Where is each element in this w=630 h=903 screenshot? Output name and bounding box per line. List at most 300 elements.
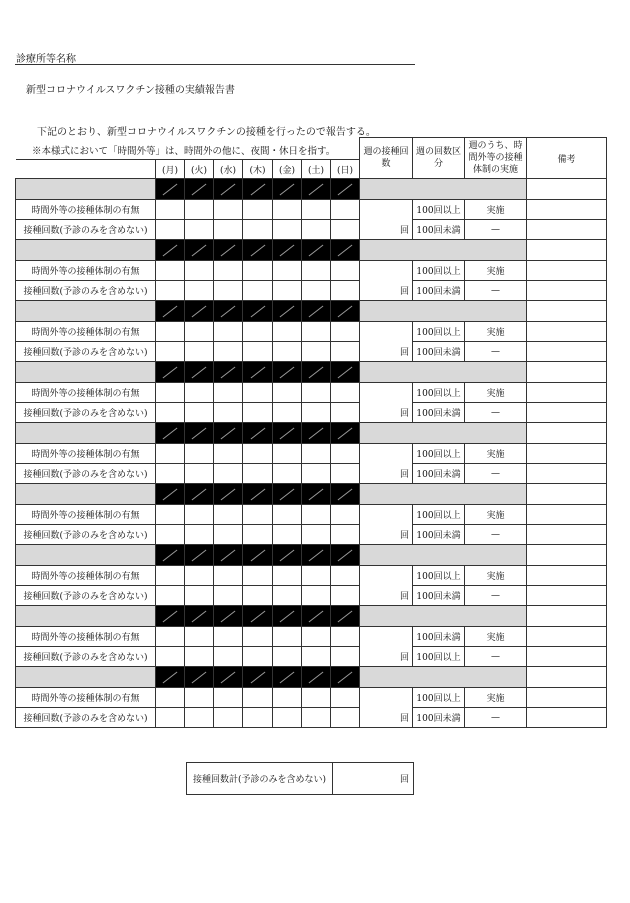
count-cell-mon[interactable] bbox=[156, 342, 185, 362]
off-hours-cell-tue[interactable] bbox=[185, 322, 214, 342]
date-row bbox=[16, 362, 607, 383]
count-label: 接種回数(予診のみを含めない) bbox=[16, 281, 156, 301]
remarks-cell[interactable] bbox=[527, 606, 607, 627]
dash-option[interactable]: — bbox=[465, 464, 527, 484]
count-cell-sat[interactable] bbox=[302, 586, 331, 606]
count-cell-mon[interactable] bbox=[156, 647, 185, 667]
date-row-gray-cell bbox=[360, 423, 527, 444]
date-cell-thu[interactable] bbox=[243, 484, 273, 505]
date-cell-sat[interactable] bbox=[302, 240, 331, 261]
count-cell-sat[interactable] bbox=[302, 281, 331, 301]
off-hours-cell-mon[interactable] bbox=[156, 200, 185, 220]
off-hours-cell-sun[interactable] bbox=[331, 566, 360, 586]
date-cell-tue[interactable] bbox=[185, 606, 214, 627]
date-separator-icon bbox=[192, 244, 207, 256]
date-row bbox=[16, 667, 607, 688]
off-hours-cell-sun[interactable] bbox=[331, 688, 360, 708]
count-cell-sat[interactable] bbox=[302, 647, 331, 667]
category-option-2[interactable]: 100回未満 bbox=[413, 342, 465, 362]
date-cell-wed[interactable] bbox=[214, 362, 243, 383]
date-cell-wed[interactable] bbox=[214, 606, 243, 627]
date-row-gray-cell bbox=[360, 240, 527, 261]
date-cell-fri[interactable] bbox=[273, 179, 302, 200]
category-option-1[interactable]: 100回以上 bbox=[413, 322, 465, 342]
date-cell-mon[interactable] bbox=[156, 240, 185, 261]
date-cell-sun[interactable] bbox=[331, 301, 360, 322]
day-header-thu: (木) bbox=[243, 160, 273, 179]
off-hours-row bbox=[16, 322, 607, 342]
remarks-cell[interactable] bbox=[527, 342, 607, 362]
off-hours-cell-mon[interactable] bbox=[156, 688, 185, 708]
date-separator-icon bbox=[338, 488, 353, 500]
count-cell-thu[interactable] bbox=[243, 281, 273, 301]
category-option-1[interactable]: 100回以上 bbox=[413, 444, 465, 464]
day-header-tue: (火) bbox=[185, 160, 214, 179]
off-hours-cell-thu[interactable] bbox=[243, 627, 273, 647]
count-cell-tue[interactable] bbox=[185, 708, 214, 728]
off-hours-label: 時間外等の接種体制の有無 bbox=[16, 566, 156, 586]
count-cell-thu[interactable] bbox=[243, 464, 273, 484]
category-option-2[interactable]: 100回以上 bbox=[413, 647, 465, 667]
remarks-cell[interactable] bbox=[527, 688, 607, 708]
off-hours-cell-sat[interactable] bbox=[302, 383, 331, 403]
count-cell-mon[interactable] bbox=[156, 220, 185, 240]
count-cell-wed[interactable] bbox=[214, 281, 243, 301]
remarks-cell[interactable] bbox=[527, 240, 607, 261]
count-cell-sun[interactable] bbox=[331, 220, 360, 240]
count-cell-sun[interactable] bbox=[331, 464, 360, 484]
off-hours-cell-thu[interactable] bbox=[243, 505, 273, 525]
day-header-sun: (日) bbox=[331, 160, 360, 179]
count-cell-fri[interactable] bbox=[273, 708, 302, 728]
category-option-1[interactable]: 100回以上 bbox=[413, 261, 465, 281]
date-cell-wed[interactable] bbox=[214, 179, 243, 200]
category-option-1[interactable]: 100回以上 bbox=[413, 200, 465, 220]
count-cell-thu[interactable] bbox=[243, 403, 273, 423]
off-hours-cell-wed[interactable] bbox=[214, 444, 243, 464]
impl-option[interactable]: 実施 bbox=[465, 505, 527, 525]
remarks-cell[interactable] bbox=[527, 403, 607, 423]
off-hours-cell-wed[interactable] bbox=[214, 505, 243, 525]
weekly-count-cell[interactable] bbox=[360, 688, 413, 728]
off-hours-cell-tue[interactable] bbox=[185, 261, 214, 281]
off-hours-cell-wed[interactable] bbox=[214, 200, 243, 220]
date-cell-thu[interactable] bbox=[243, 179, 273, 200]
dash-option[interactable]: — bbox=[465, 525, 527, 545]
remarks-cell[interactable] bbox=[527, 383, 607, 403]
date-cell-sat[interactable] bbox=[302, 423, 331, 444]
count-cell-sat[interactable] bbox=[302, 220, 331, 240]
remarks-cell[interactable] bbox=[527, 179, 607, 200]
clinic-name-field[interactable] bbox=[15, 64, 415, 65]
date-cell-mon[interactable] bbox=[156, 545, 185, 566]
date-cell-fri[interactable] bbox=[273, 545, 302, 566]
total-value-field[interactable] bbox=[333, 763, 414, 795]
date-cell-sat[interactable] bbox=[302, 179, 331, 200]
date-cell-tue[interactable] bbox=[185, 362, 214, 383]
impl-option[interactable]: 実施 bbox=[465, 444, 527, 464]
category-option-1[interactable]: 100回以上 bbox=[413, 505, 465, 525]
date-cell-tue[interactable] bbox=[185, 545, 214, 566]
off-hours-cell-wed[interactable] bbox=[214, 322, 243, 342]
impl-option[interactable]: 実施 bbox=[465, 627, 527, 647]
date-cell-tue[interactable] bbox=[185, 179, 214, 200]
count-cell-wed[interactable] bbox=[214, 586, 243, 606]
off-hours-cell-thu[interactable] bbox=[243, 444, 273, 464]
count-cell-fri[interactable] bbox=[273, 403, 302, 423]
date-cell-sat[interactable] bbox=[302, 362, 331, 383]
count-cell-wed[interactable] bbox=[214, 220, 243, 240]
off-hours-cell-tue[interactable] bbox=[185, 688, 214, 708]
weekly-count-cell[interactable] bbox=[360, 322, 413, 362]
off-hours-cell-sun[interactable] bbox=[331, 261, 360, 281]
count-cell-fri[interactable] bbox=[273, 281, 302, 301]
off-hours-cell-mon[interactable] bbox=[156, 322, 185, 342]
date-cell-sat[interactable] bbox=[302, 606, 331, 627]
category-option-1[interactable]: 100回以上 bbox=[413, 688, 465, 708]
count-row bbox=[16, 220, 607, 240]
off-hours-cell-fri[interactable] bbox=[273, 261, 302, 281]
count-cell-fri[interactable] bbox=[273, 586, 302, 606]
category-option-2[interactable]: 100回未満 bbox=[413, 464, 465, 484]
off-hours-cell-tue[interactable] bbox=[185, 505, 214, 525]
remarks-cell[interactable] bbox=[527, 545, 607, 566]
count-cell-tue[interactable] bbox=[185, 464, 214, 484]
count-cell-sun[interactable] bbox=[331, 586, 360, 606]
count-cell-tue[interactable] bbox=[185, 647, 214, 667]
count-cell-sun[interactable] bbox=[331, 403, 360, 423]
date-cell-thu[interactable] bbox=[243, 362, 273, 383]
count-cell-thu[interactable] bbox=[243, 647, 273, 667]
count-cell-thu[interactable] bbox=[243, 342, 273, 362]
category-option-2[interactable]: 100回未満 bbox=[413, 281, 465, 301]
count-cell-fri[interactable] bbox=[273, 464, 302, 484]
date-cell-wed[interactable] bbox=[214, 423, 243, 444]
count-cell-wed[interactable] bbox=[214, 403, 243, 423]
date-cell-mon[interactable] bbox=[156, 484, 185, 505]
off-hours-cell-wed[interactable] bbox=[214, 566, 243, 586]
count-cell-sun[interactable] bbox=[331, 281, 360, 301]
remarks-cell[interactable] bbox=[527, 301, 607, 322]
count-cell-sun[interactable] bbox=[331, 647, 360, 667]
count-cell-tue[interactable] bbox=[185, 586, 214, 606]
off-hours-row bbox=[16, 261, 607, 281]
off-hours-cell-fri[interactable] bbox=[273, 627, 302, 647]
remarks-cell[interactable] bbox=[527, 708, 607, 728]
date-cell-tue[interactable] bbox=[185, 240, 214, 261]
dash-option[interactable]: — bbox=[465, 647, 527, 667]
date-row-label-cell bbox=[16, 484, 156, 505]
off-hours-cell-sat[interactable] bbox=[302, 688, 331, 708]
count-cell-sat[interactable] bbox=[302, 708, 331, 728]
off-hours-row bbox=[16, 627, 607, 647]
count-cell-tue[interactable] bbox=[185, 281, 214, 301]
dash-option[interactable]: — bbox=[465, 220, 527, 240]
remarks-cell[interactable] bbox=[527, 566, 607, 586]
count-cell-thu[interactable] bbox=[243, 220, 273, 240]
count-cell-wed[interactable] bbox=[214, 708, 243, 728]
date-cell-fri[interactable] bbox=[273, 606, 302, 627]
count-cell-thu[interactable] bbox=[243, 708, 273, 728]
date-cell-tue[interactable] bbox=[185, 301, 214, 322]
date-cell-sun[interactable] bbox=[331, 606, 360, 627]
report-grid bbox=[15, 137, 607, 728]
impl-option[interactable]: 実施 bbox=[465, 688, 527, 708]
count-cell-fri[interactable] bbox=[273, 220, 302, 240]
unit-label: 回 bbox=[399, 531, 409, 541]
date-cell-sat[interactable] bbox=[302, 667, 331, 688]
date-separator-icon bbox=[192, 366, 207, 378]
count-cell-mon[interactable] bbox=[156, 464, 185, 484]
impl-option[interactable]: 実施 bbox=[465, 261, 527, 281]
date-cell-mon[interactable] bbox=[156, 301, 185, 322]
off-hours-cell-sat[interactable] bbox=[302, 566, 331, 586]
date-separator-icon bbox=[309, 244, 324, 256]
document-title: 新型コロナウイルスワクチン接種の実績報告書 bbox=[26, 85, 235, 96]
date-separator-icon bbox=[192, 305, 207, 317]
count-cell-wed[interactable] bbox=[214, 464, 243, 484]
off-hours-cell-fri[interactable] bbox=[273, 688, 302, 708]
category-option-1[interactable]: 100回未満 bbox=[413, 627, 465, 647]
remarks-cell[interactable] bbox=[527, 261, 607, 281]
off-hours-cell-fri[interactable] bbox=[273, 322, 302, 342]
off-hours-cell-sun[interactable] bbox=[331, 383, 360, 403]
date-cell-tue[interactable] bbox=[185, 667, 214, 688]
count-cell-tue[interactable] bbox=[185, 220, 214, 240]
remarks-cell[interactable] bbox=[527, 667, 607, 688]
off-hours-cell-sat[interactable] bbox=[302, 444, 331, 464]
off-hours-cell-thu[interactable] bbox=[243, 383, 273, 403]
off-hours-cell-mon[interactable] bbox=[156, 505, 185, 525]
off-hours-cell-wed[interactable] bbox=[214, 383, 243, 403]
count-cell-mon[interactable] bbox=[156, 708, 185, 728]
off-hours-cell-sat[interactable] bbox=[302, 261, 331, 281]
remarks-cell[interactable] bbox=[527, 281, 607, 301]
off-hours-cell-sat[interactable] bbox=[302, 627, 331, 647]
count-row bbox=[16, 708, 607, 728]
remarks-cell[interactable] bbox=[527, 505, 607, 525]
date-row-label-cell bbox=[16, 301, 156, 322]
count-cell-tue[interactable] bbox=[185, 525, 214, 545]
date-cell-sun[interactable] bbox=[331, 423, 360, 444]
weekly-count-cell[interactable] bbox=[360, 383, 413, 423]
off-hours-cell-thu[interactable] bbox=[243, 261, 273, 281]
count-cell-wed[interactable] bbox=[214, 342, 243, 362]
remarks-cell[interactable] bbox=[527, 200, 607, 220]
off-hours-label: 時間外等の接種体制の有無 bbox=[16, 383, 156, 403]
off-hours-cell-tue[interactable] bbox=[185, 444, 214, 464]
date-separator-icon bbox=[309, 610, 324, 622]
date-cell-wed[interactable] bbox=[214, 667, 243, 688]
category-option-1[interactable]: 100回以上 bbox=[413, 383, 465, 403]
off-hours-cell-sun[interactable] bbox=[331, 505, 360, 525]
category-option-2[interactable]: 100回未満 bbox=[413, 708, 465, 728]
date-cell-thu[interactable] bbox=[243, 545, 273, 566]
off-hours-cell-sat[interactable] bbox=[302, 322, 331, 342]
count-cell-wed[interactable] bbox=[214, 647, 243, 667]
off-hours-cell-fri[interactable] bbox=[273, 505, 302, 525]
category-option-2[interactable]: 100回未満 bbox=[413, 403, 465, 423]
count-cell-tue[interactable] bbox=[185, 342, 214, 362]
count-cell-sun[interactable] bbox=[331, 342, 360, 362]
date-separator-icon bbox=[221, 244, 236, 256]
remarks-cell[interactable] bbox=[527, 525, 607, 545]
off-hours-cell-mon[interactable] bbox=[156, 383, 185, 403]
off-hours-cell-fri[interactable] bbox=[273, 383, 302, 403]
off-hours-cell-thu[interactable] bbox=[243, 322, 273, 342]
off-hours-cell-sun[interactable] bbox=[331, 322, 360, 342]
count-cell-mon[interactable] bbox=[156, 525, 185, 545]
off-hours-cell-tue[interactable] bbox=[185, 200, 214, 220]
dash-option[interactable]: — bbox=[465, 342, 527, 362]
date-cell-sun[interactable] bbox=[331, 667, 360, 688]
date-cell-sat[interactable] bbox=[302, 484, 331, 505]
weekly-count-cell[interactable] bbox=[360, 627, 413, 667]
off-hours-cell-tue[interactable] bbox=[185, 383, 214, 403]
date-separator-icon bbox=[192, 427, 207, 439]
date-cell-mon[interactable] bbox=[156, 667, 185, 688]
remarks-cell[interactable] bbox=[527, 586, 607, 606]
date-cell-thu[interactable] bbox=[243, 423, 273, 444]
off-hours-cell-sun[interactable] bbox=[331, 200, 360, 220]
count-cell-fri[interactable] bbox=[273, 647, 302, 667]
off-hours-cell-fri[interactable] bbox=[273, 566, 302, 586]
weekly-count-cell[interactable] bbox=[360, 261, 413, 301]
off-hours-cell-mon[interactable] bbox=[156, 566, 185, 586]
off-hours-cell-wed[interactable] bbox=[214, 261, 243, 281]
date-cell-sun[interactable] bbox=[331, 240, 360, 261]
date-cell-wed[interactable] bbox=[214, 484, 243, 505]
off-hours-cell-wed[interactable] bbox=[214, 627, 243, 647]
date-cell-wed[interactable] bbox=[214, 545, 243, 566]
date-row bbox=[16, 423, 607, 444]
date-cell-thu[interactable] bbox=[243, 667, 273, 688]
date-cell-tue[interactable] bbox=[185, 423, 214, 444]
date-cell-sun[interactable] bbox=[331, 545, 360, 566]
remarks-cell[interactable] bbox=[527, 484, 607, 505]
remarks-cell[interactable] bbox=[527, 444, 607, 464]
count-label: 接種回数(予診のみを含めない) bbox=[16, 586, 156, 606]
date-cell-wed[interactable] bbox=[214, 240, 243, 261]
count-cell-mon[interactable] bbox=[156, 586, 185, 606]
count-label: 接種回数(予診のみを含めない) bbox=[16, 647, 156, 667]
weekly-count-cell[interactable] bbox=[360, 200, 413, 240]
remarks-cell[interactable] bbox=[527, 322, 607, 342]
off-hours-cell-mon[interactable] bbox=[156, 261, 185, 281]
remarks-cell[interactable] bbox=[527, 423, 607, 444]
date-row bbox=[16, 240, 607, 261]
remarks-cell[interactable] bbox=[527, 647, 607, 667]
off-hours-cell-mon[interactable] bbox=[156, 627, 185, 647]
remarks-cell[interactable] bbox=[527, 464, 607, 484]
off-hours-cell-sat[interactable] bbox=[302, 200, 331, 220]
off-hours-cell-sun[interactable] bbox=[331, 627, 360, 647]
date-cell-fri[interactable] bbox=[273, 667, 302, 688]
remarks-cell[interactable] bbox=[527, 627, 607, 647]
date-cell-tue[interactable] bbox=[185, 484, 214, 505]
count-cell-sat[interactable] bbox=[302, 464, 331, 484]
dash-option[interactable]: — bbox=[465, 586, 527, 606]
date-cell-wed[interactable] bbox=[214, 301, 243, 322]
date-cell-fri[interactable] bbox=[273, 484, 302, 505]
weekly-count-cell[interactable] bbox=[360, 566, 413, 606]
dash-option[interactable]: — bbox=[465, 403, 527, 423]
count-cell-thu[interactable] bbox=[243, 586, 273, 606]
dash-option[interactable]: — bbox=[465, 281, 527, 301]
date-cell-sat[interactable] bbox=[302, 545, 331, 566]
off-hours-cell-tue[interactable] bbox=[185, 566, 214, 586]
off-hours-cell-fri[interactable] bbox=[273, 200, 302, 220]
date-cell-mon[interactable] bbox=[156, 423, 185, 444]
date-cell-mon[interactable] bbox=[156, 179, 185, 200]
off-hours-cell-thu[interactable] bbox=[243, 566, 273, 586]
off-hours-cell-mon[interactable] bbox=[156, 444, 185, 464]
count-cell-sat[interactable] bbox=[302, 342, 331, 362]
impl-option[interactable]: 実施 bbox=[465, 566, 527, 586]
date-cell-fri[interactable] bbox=[273, 240, 302, 261]
date-cell-mon[interactable] bbox=[156, 362, 185, 383]
off-hours-cell-wed[interactable] bbox=[214, 688, 243, 708]
date-row-gray-cell bbox=[360, 179, 527, 200]
date-cell-fri[interactable] bbox=[273, 423, 302, 444]
off-hours-cell-sat[interactable] bbox=[302, 505, 331, 525]
off-hours-cell-thu[interactable] bbox=[243, 688, 273, 708]
count-cell-fri[interactable] bbox=[273, 525, 302, 545]
count-cell-sat[interactable] bbox=[302, 525, 331, 545]
dash-option[interactable]: — bbox=[465, 708, 527, 728]
total-table bbox=[186, 762, 414, 795]
date-cell-sat[interactable] bbox=[302, 301, 331, 322]
category-option-2[interactable]: 100回未満 bbox=[413, 586, 465, 606]
count-cell-fri[interactable] bbox=[273, 342, 302, 362]
count-cell-mon[interactable] bbox=[156, 281, 185, 301]
off-hours-cell-thu[interactable] bbox=[243, 200, 273, 220]
impl-option[interactable]: 実施 bbox=[465, 383, 527, 403]
date-cell-fri[interactable] bbox=[273, 301, 302, 322]
count-cell-sun[interactable] bbox=[331, 708, 360, 728]
weekly-count-cell[interactable] bbox=[360, 505, 413, 545]
category-option-2[interactable]: 100回未満 bbox=[413, 220, 465, 240]
date-cell-sun[interactable] bbox=[331, 484, 360, 505]
weekly-count-cell[interactable] bbox=[360, 444, 413, 484]
date-cell-sun[interactable] bbox=[331, 362, 360, 383]
count-cell-thu[interactable] bbox=[243, 525, 273, 545]
count-cell-sun[interactable] bbox=[331, 525, 360, 545]
category-option-2[interactable]: 100回未満 bbox=[413, 525, 465, 545]
date-cell-thu[interactable] bbox=[243, 240, 273, 261]
date-separator-icon bbox=[338, 183, 353, 195]
date-cell-fri[interactable] bbox=[273, 362, 302, 383]
count-cell-tue[interactable] bbox=[185, 403, 214, 423]
count-cell-wed[interactable] bbox=[214, 525, 243, 545]
date-separator-icon bbox=[163, 183, 178, 195]
date-cell-thu[interactable] bbox=[243, 606, 273, 627]
date-cell-thu[interactable] bbox=[243, 301, 273, 322]
count-cell-sat[interactable] bbox=[302, 403, 331, 423]
count-cell-mon[interactable] bbox=[156, 403, 185, 423]
off-hours-cell-tue[interactable] bbox=[185, 627, 214, 647]
impl-option[interactable]: 実施 bbox=[465, 200, 527, 220]
off-hours-cell-sun[interactable] bbox=[331, 444, 360, 464]
off-hours-cell-fri[interactable] bbox=[273, 444, 302, 464]
remarks-cell[interactable] bbox=[527, 220, 607, 240]
category-option-1[interactable]: 100回以上 bbox=[413, 566, 465, 586]
date-separator-icon bbox=[280, 671, 295, 683]
date-cell-mon[interactable] bbox=[156, 606, 185, 627]
date-cell-sun[interactable] bbox=[331, 179, 360, 200]
remarks-cell[interactable] bbox=[527, 362, 607, 383]
impl-option[interactable]: 実施 bbox=[465, 322, 527, 342]
